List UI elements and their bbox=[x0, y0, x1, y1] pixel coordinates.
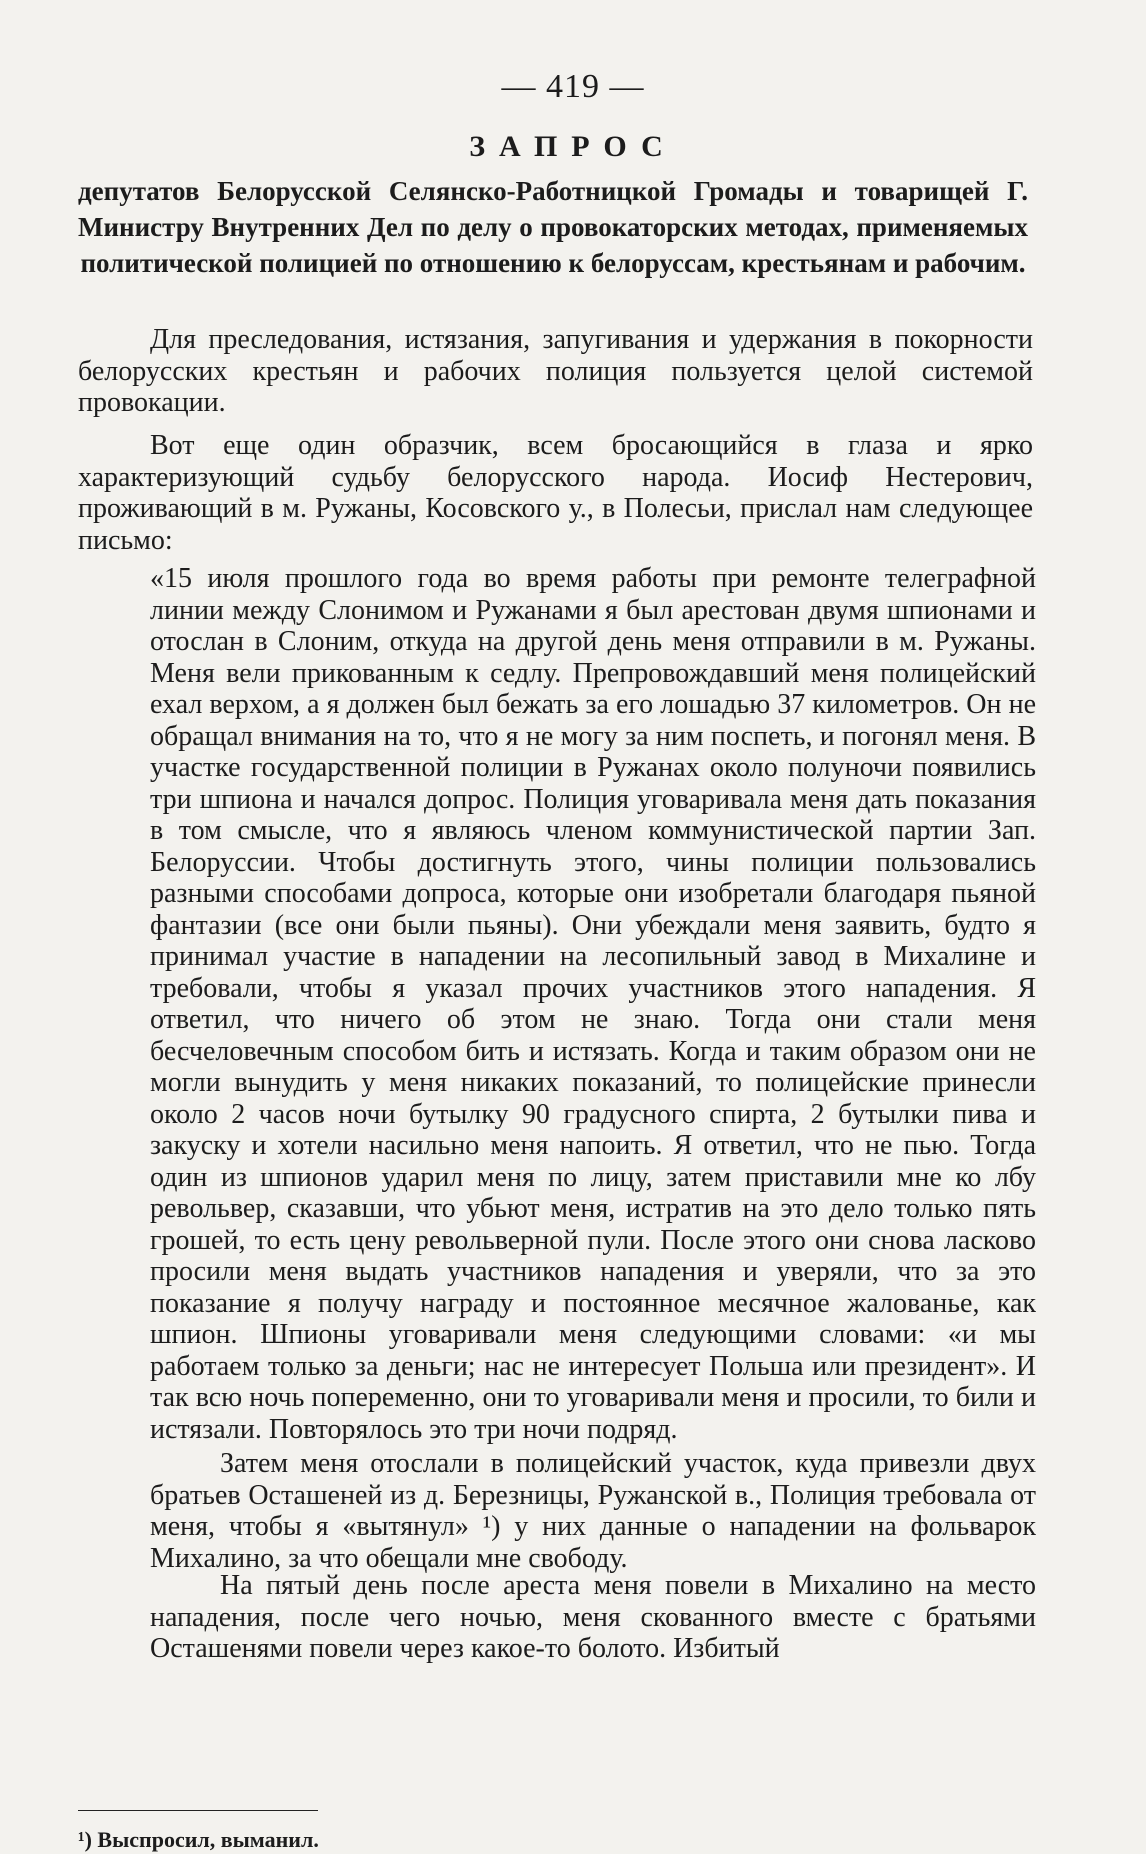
document-heading: ЗАПРОС bbox=[469, 130, 677, 163]
page-number: — 419 — bbox=[501, 68, 645, 105]
footnote: ¹) Выспросил, выманил. bbox=[78, 1827, 319, 1852]
letter-paragraph: «15 июля прошлого года во время работы при ремонте телеграфной линии между Слонимом и Ружанами я был арестован двумя шпионами и отослан в Слоним, откуда на другой день меня отправили в м. Ружаны. Меня вели прикованным к седлу. Препровождавший меня полицейский ехал верхом, а я должен был бежать за его лошадью 37 километров. Он не обращал внимания на то, что я не могу за ним поспеть, и погонял меня. В участке государственной полиции в Ружанах около полуночи появились три шпиона и начался допрос. Полиция уговаривала меня дать показания в том смысле, что я являюсь членом коммунистической партии Зап. Белоруссии. Чтобы достигнуть этого, чины полиции пользовались разными способами допроса, которые они изобретали благодаря пьяной фантазии (все они были пьяны). Они убеждали меня заявить, будто я принимал участие в нападении на лесопильный завод в Михалине и требовали, чтобы я указал прочих участников этого нападения. Я ответил, что ничего об этом не знаю. Тогда они стали меня бесчеловечным способом бить и истязать. Когда и таким образом они не могли вынудить у меня никаких показаний, то полицейские принесли около 2 часов ночи бутылку 90 градусного спирта, 2 бутылки пива и закуску и хотели насильно меня напоить. Я ответил, что не пью. Тогда один из шпионов ударил меня по лицу, затем приставили мне ко лбу револьвер, сказавши, что убьют меня, истратив на это дело только пять грошей, то есть цену револьверной пули. После этого они снова ласково просили меня выдать участников нападения и уверяли, что за это показание я получу награду и постоянное месячное жалованье, как шпион. Шпионы уговаривали меня следующими словами: «и мы работаем только за деньги; нас не интересует Польша или президент». И так всю ночь попеременно, они то уговаривали меня и просили, то били и истязали. Повторялось это три ночи подряд. bbox=[150, 563, 1036, 1445]
document-subheading: депутатов Белорусской Селянско-Работницкой Громады и товарищей Г. Министру Внутренних Дел по делу о провокаторских методах, применяемых политической полицией по отношению к белоруссам, крестьянам и рабочим. bbox=[78, 176, 1028, 278]
paragraph: Для преследования, истязания, запугивания и удержания в покорности белорусских крестьян и рабочих полиция пользуется целой системой провокации. bbox=[78, 324, 1033, 418]
footnote-divider bbox=[78, 1810, 318, 1811]
letter-paragraph: На пятый день после ареста меня повели в Михалино на место нападения, после чего ночью, меня скованного вместе с братьями Осташенями повели через какое-то болото. Избитый bbox=[150, 1570, 1036, 1664]
paragraph: Вот еще один образчик, всем бросающийся в глаза и ярко характеризующий судьбу белорусского народа. Иосиф Нестерович, проживающий в м. Ружаны, Косовского у., в Полесьи, прислал нам следующее письмо: bbox=[78, 430, 1033, 556]
letter-paragraph: Затем меня отослали в полицейский участок, куда привезли двух братьев Осташеней из д. Березницы, Ружанской в., Полиция требовала от меня, чтобы я «вытянул» ¹) у них данные о нападении на фольварок Михалино, за что обещали мне свободу. bbox=[150, 1448, 1036, 1574]
